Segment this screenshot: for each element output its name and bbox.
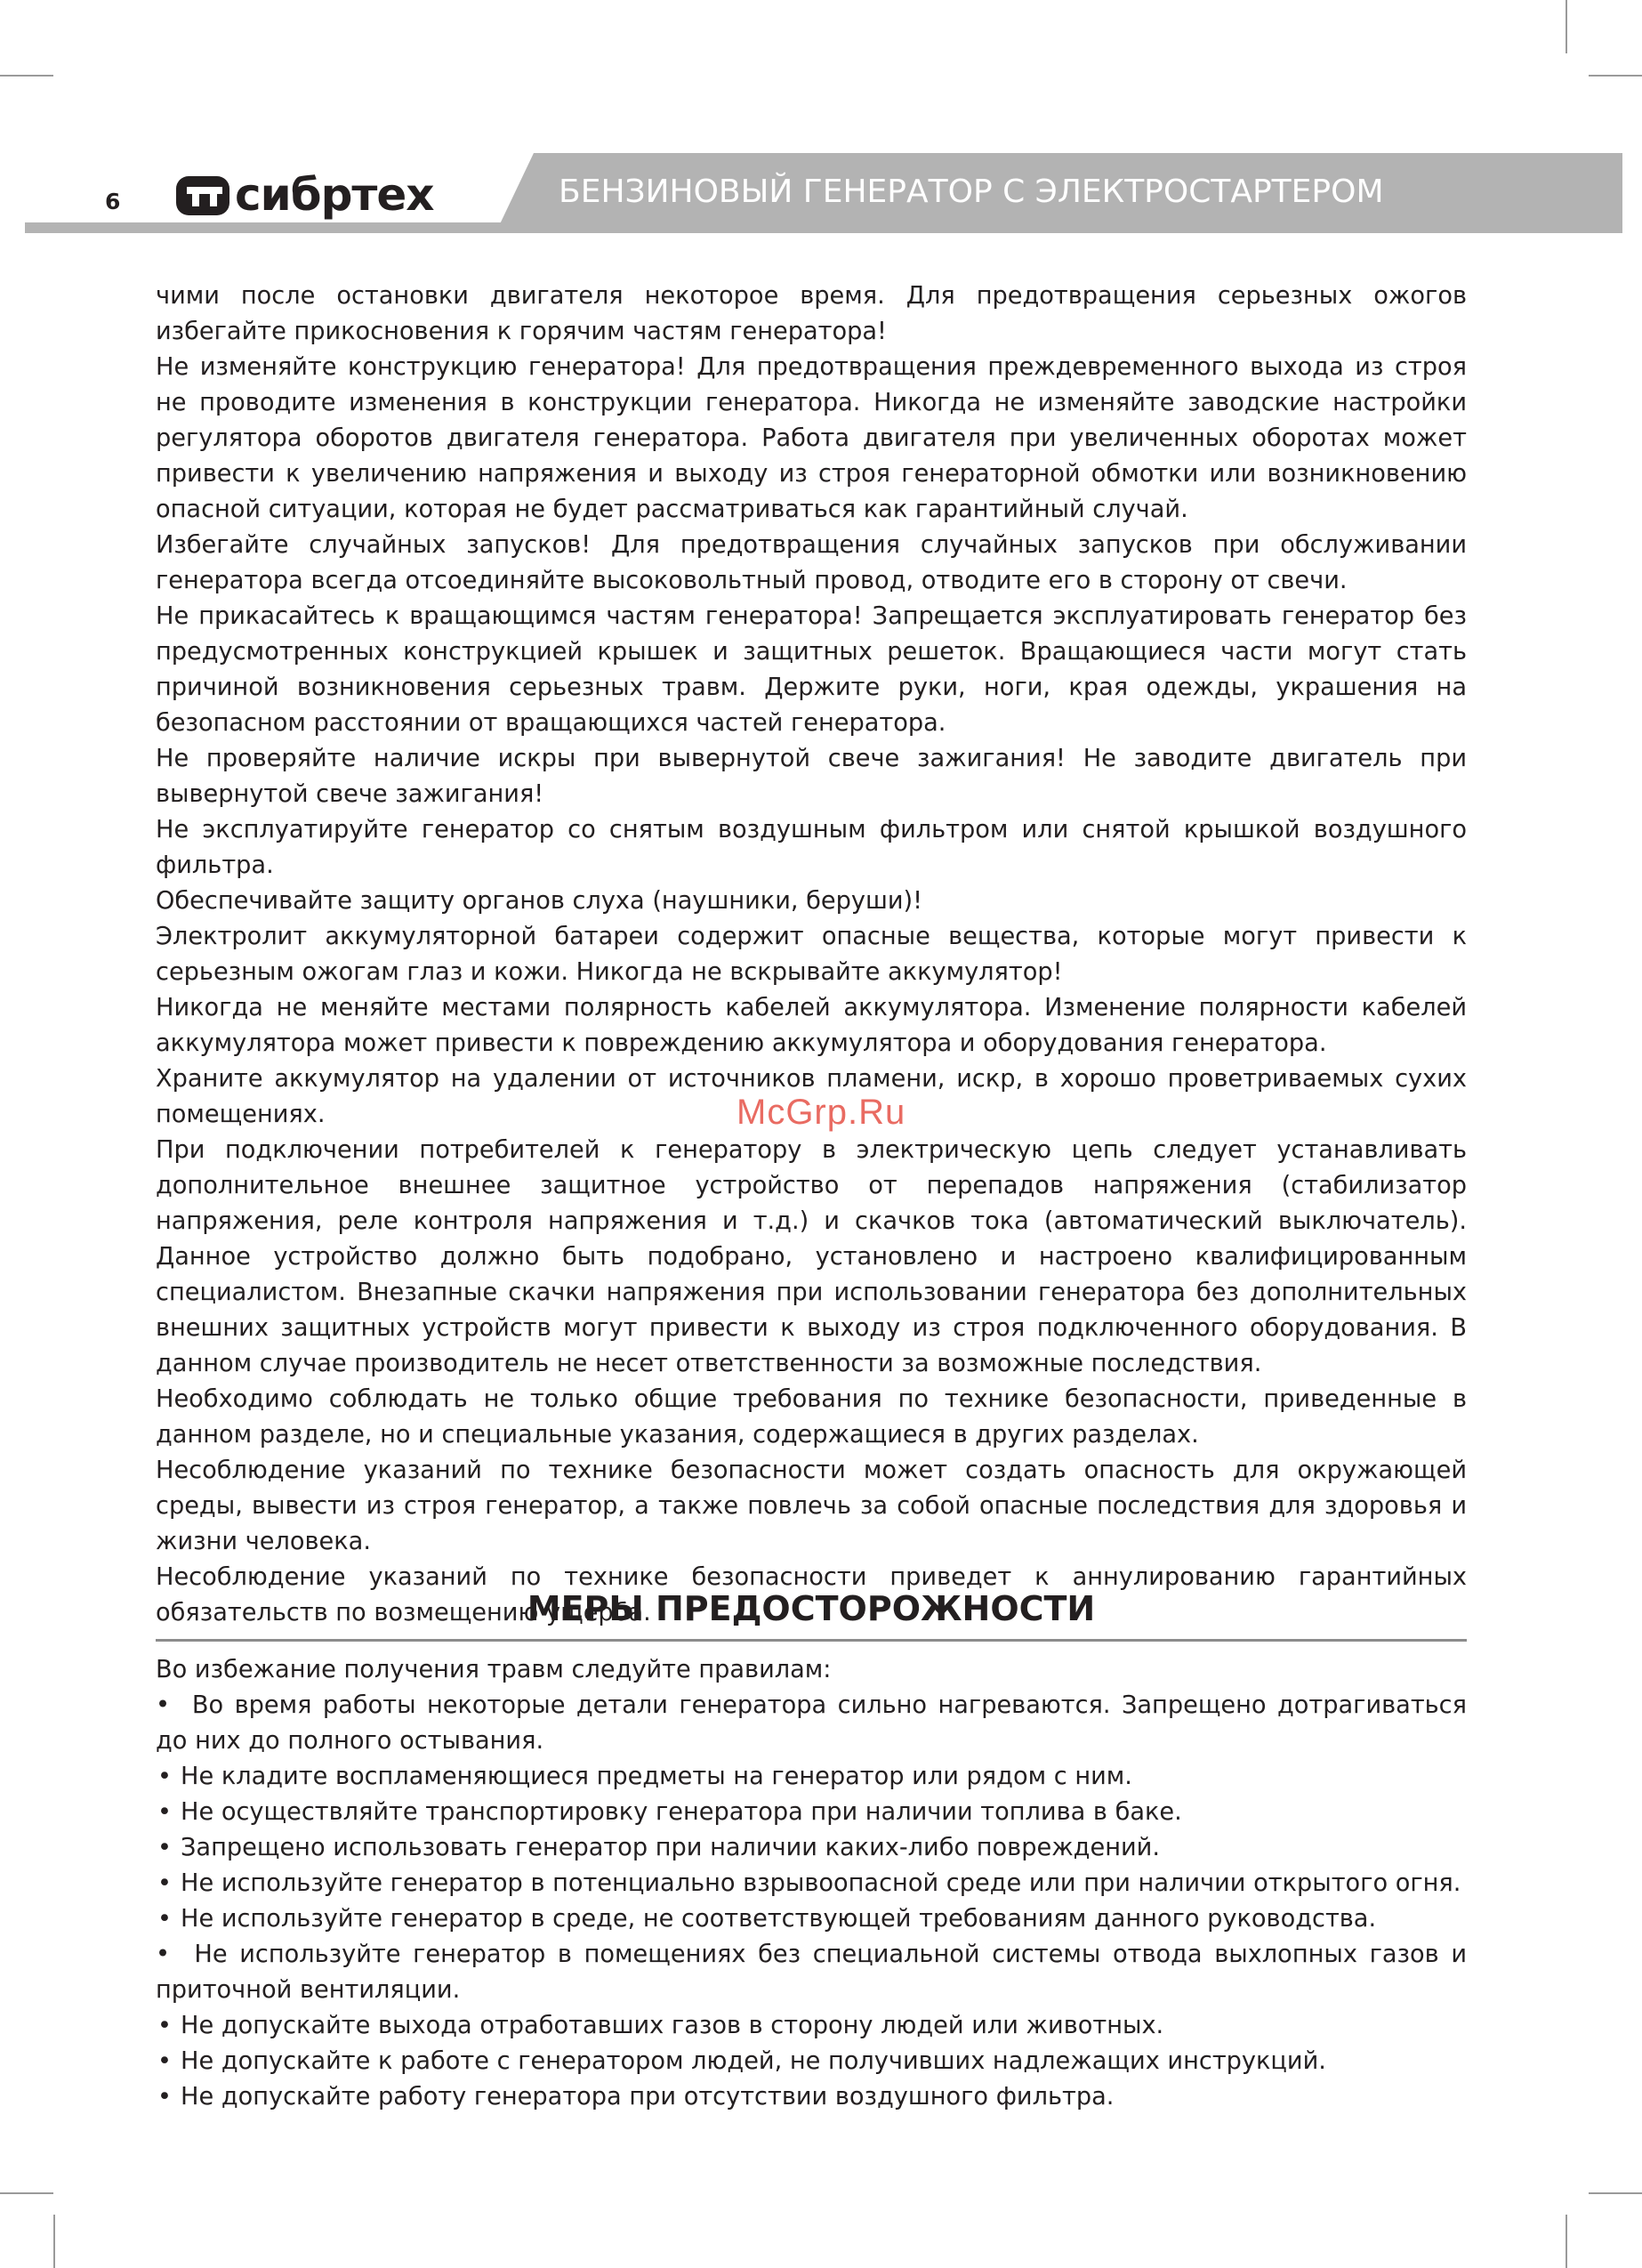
paragraph: Не проверяйте наличие искры при вывернутой свече зажигания! Не заводите двигатель при вывернутой свече зажигания! [156,745,1467,808]
list-item [156,1866,1467,1901]
list-item [156,1759,1467,1795]
section-title: МЕРЫ ПРЕДОСТОРОЖНОСТИ [527,1589,1096,1628]
crop-mark [1589,75,1642,77]
paragraph: Не эксплуатируйте генератор со снятым воздушным фильтром или снятой крышкой воздушного фильтра. [156,816,1467,879]
section-divider [156,1639,1467,1642]
brand-logo [174,167,459,222]
crop-mark [1589,2192,1642,2194]
bullet-symbol: • [156,1941,171,1968]
list-item-text: Не допускайте выхода отработавших газов в сторону людей или животных. [181,2012,1164,2039]
list-intro: Во избежание получения травм следуйте правилам: [156,1656,832,1683]
paragraph: Несоблюдение указаний по технике безопасности может создать опасность для окружающей среды, вывести из строя генератор, а также повлечь за собой опасные последствия для здоровья и жизни человека. [156,1457,1467,1555]
document-title: БЕНЗИНОВЫЙ ГЕНЕРАТОР С ЭЛЕКТРОСТАРТЕРОМ [559,174,1384,210]
bullet-symbol: • [157,1763,172,1790]
list-item-text: Не используйте генератор в помещениях без специальной системы отвода выхлопных газов и приточной вентиляции. [156,1941,1467,2004]
list-item [156,1795,1467,1830]
list-item [156,1901,1467,1937]
paragraph: Никогда не меняйте местами полярность кабелей аккумулятора. Изменение полярности кабелей аккумулятора может привести к повреждению аккумулятора и оборудования генератора. [156,994,1467,1057]
crop-mark [1566,2215,1567,2268]
watermark: McGrp.Ru [736,1093,906,1132]
list-item [156,2044,1467,2079]
brand-logo-icon [174,167,233,222]
paragraph: Обеспечивайте защиту органов слуха (наушники, беруши)! [156,887,923,915]
list-item-text: Запрещено использовать генератор при наличии каких-либо повреждений. [181,1834,1160,1861]
paragraph: Избегайте случайных запусков! Для предотвращения случайных запусков при обслуживании генератора всегда отсоединяйте высоковольтный провод, отводите его в сторону от свечи. [156,531,1467,594]
paragraph: Не изменяйте конструкцию генератора! Для предотвращения преждевременного выхода из строя не проводите изменения в конструкции генератора. Никогда не изменяйте заводские настройки регулятора оборотов двигателя генератора. Работа двигателя при увеличенных оборотах может привести к увеличению напряжения и выходу из строя генераторной обмотки или возникновению опасной ситуации, которая не будет рассматриваться как гарантийный случай. [156,353,1467,523]
paragraph: Несоблюдение указаний по технике безопасности приведет к аннулированию гарантийных обязательств по возмещению ущерба. [156,1563,1467,1626]
bullet-symbol: • [157,1834,172,1861]
bullet-symbol: • [157,1905,172,1933]
bullet-symbol: • [157,1798,172,1826]
list-item [156,2079,1467,2115]
list-item [156,1688,1467,1759]
paragraph: Храните аккумулятор на удалении от источников пламени, искр, в хорошо проветриваемых сухих помещениях. [156,1065,1467,1128]
crop-mark [1566,0,1567,53]
list-item [156,2008,1467,2044]
header-bar [25,222,1622,233]
bullet-symbol: • [156,1691,171,1719]
safety-text [156,278,1467,1631]
list-item-text: Не осуществляйте транспортировку генератора при наличии топлива в баке. [181,1798,1182,1826]
list-item-text: Не допускайте работу генератора при отсутствии воздушного фильтра. [181,2083,1115,2111]
paragraph: Электролит аккумуляторной батареи содержит опасные вещества, которые могут привести к серьезным ожогам глаз и кожи. Никогда не вскрывайте аккумулятор! [156,923,1467,986]
crop-mark [0,2192,53,2194]
list-item-text: Не допускайте к работе с генератором людей, не получивших надлежащих инструкций. [181,2047,1326,2075]
list-item [156,1937,1467,2008]
list-item [156,1830,1467,1866]
paragraph: При подключении потребителей к генератору в электрическую цепь следует устанавливать дополнительное внешнее защитное устройство от перепадов напряжения (стабилизатор напряжения, реле контроля напряжения и т.д.) и скачков тока (автоматический выключатель). Данное устройство должно быть подобрано, установлено и настроено квалифицированным специалистом. Внезапные скачки напряжения при использовании генератора без дополнительных внешних защитных устройств могут привести к выходу из строя подключенного оборудования. В данном случае производитель не несет ответственности за возможные последствия. [156,1136,1467,1377]
bullet-symbol: • [157,2083,172,2111]
bullet-symbol: • [157,2047,172,2075]
bullet-symbol: • [157,1869,172,1897]
brand-logo-text: сибртех [235,169,434,221]
paragraph: Не прикасайтесь к вращающимся частям генератора! Запрещается эксплуатировать генератор без предусмотренных конструкцией крышек и защитных решеток. Вращающиеся части могут стать причиной возникновения серьезных травм. Держите руки, ноги, края одежды, украшения на безопасном расстоянии от вращающихся частей генератора. [156,602,1467,737]
list-item-text: Не используйте генератор в потенциально взрывоопасной среде или при наличии открытого огня. [181,1869,1461,1897]
list-item-text: Во время работы некоторые детали генератора сильно нагреваются. Запрещено дотрагиваться до них до полного остывания. [156,1691,1467,1755]
paragraph: чими после остановки двигателя некоторое время. Для предотвращения серьезных ожогов избегайте прикосновения к горячим частям генератора! [156,282,1467,345]
bullet-symbol: • [157,2012,172,2039]
page-number: 6 [105,189,121,214]
crop-mark [53,2215,55,2268]
list-item-text: Не используйте генератор в среде, не соответствующей требованиям данного руководства. [181,1905,1377,1933]
paragraph: Необходимо соблюдать не только общие требования по технике безопасности, приведенные в данном разделе, но и специальные указания, содержащиеся в других разделах. [156,1385,1467,1449]
list-item-text: Не кладите воспламеняющиеся предметы на генератор или рядом с ним. [181,1763,1132,1790]
crop-mark [0,75,53,77]
precautions-list [156,1652,1467,2115]
